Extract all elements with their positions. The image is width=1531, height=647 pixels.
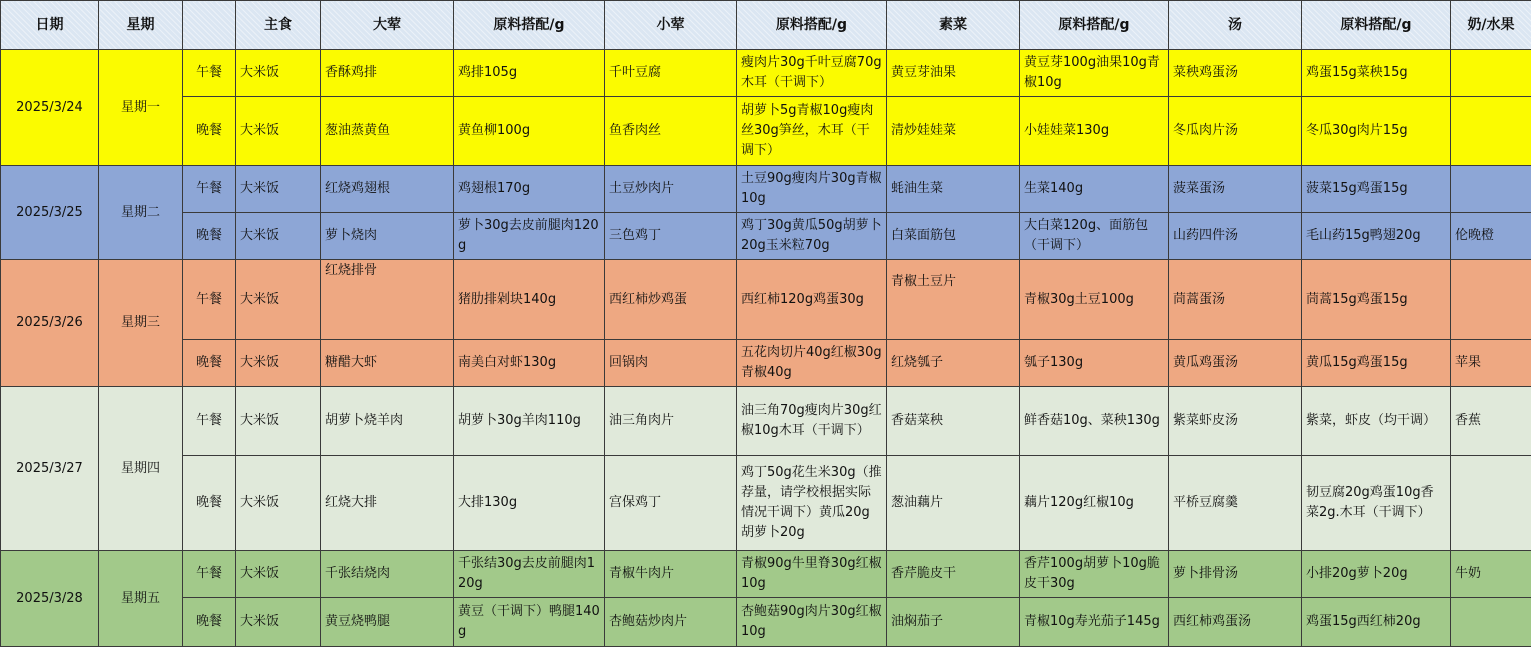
side-dish-cell: 油三角肉片 bbox=[605, 387, 737, 456]
vegetable-ingredients-cell: 青椒30g土豆100g bbox=[1020, 260, 1169, 340]
table-row bbox=[1, 598, 1531, 647]
header-main-dish: 大荤 bbox=[321, 1, 454, 50]
vegetable-ingredients-cell: 小娃娃菜130g bbox=[1020, 97, 1169, 166]
milk-fruit-cell: 牛奶 bbox=[1451, 551, 1531, 598]
soup-cell: 山药四件汤 bbox=[1169, 213, 1302, 260]
side-ingredients-cell: 五花肉切片40g红椒30g青椒40g bbox=[737, 340, 887, 387]
main-ingredients-cell: 黄鱼柳100g bbox=[454, 97, 605, 166]
table-row bbox=[1, 213, 1531, 260]
header-meal bbox=[183, 1, 236, 50]
soup-ingredients-cell: 冬瓜30g肉片15g bbox=[1302, 97, 1451, 166]
soup-cell: 冬瓜肉片汤 bbox=[1169, 97, 1302, 166]
weekday-cell: 星期五 bbox=[99, 551, 183, 647]
main-ingredients-cell: 黄豆（干调下）鸭腿140g bbox=[454, 598, 605, 647]
meal-cell: 晚餐 bbox=[183, 213, 236, 260]
date-cell: 2025/3/28 bbox=[1, 551, 99, 647]
header-date: 日期 bbox=[1, 1, 99, 50]
milk-fruit-cell bbox=[1451, 260, 1531, 340]
milk-fruit-cell bbox=[1451, 97, 1531, 166]
side-ingredients-cell: 胡萝卜5g青椒10g瘦肉丝30g笋丝，木耳（干调下） bbox=[737, 97, 887, 166]
vegetable-cell: 油焖茄子 bbox=[887, 598, 1020, 647]
staple-cell: 大米饭 bbox=[236, 387, 321, 456]
meal-cell: 午餐 bbox=[183, 50, 236, 97]
main-dish-cell: 红烧排骨 bbox=[321, 260, 454, 340]
side-dish-cell: 千叶豆腐 bbox=[605, 50, 737, 97]
vegetable-ingredients-cell: 藕片120g红椒10g bbox=[1020, 456, 1169, 551]
soup-ingredients-cell: 鸡蛋15g菜秧15g bbox=[1302, 50, 1451, 97]
side-dish-cell: 土豆炒肉片 bbox=[605, 166, 737, 213]
vegetable-ingredients-cell: 瓠子130g bbox=[1020, 340, 1169, 387]
vegetable-cell: 白菜面筋包 bbox=[887, 213, 1020, 260]
milk-fruit-cell: 香蕉 bbox=[1451, 387, 1531, 456]
vegetable-ingredients-cell: 黄豆芽100g油果10g青椒10g bbox=[1020, 50, 1169, 97]
main-dish-cell: 葱油蒸黄鱼 bbox=[321, 97, 454, 166]
soup-cell: 菜秧鸡蛋汤 bbox=[1169, 50, 1302, 97]
soup-ingredients-cell: 韧豆腐20g鸡蛋10g香菜2g.木耳（干调下） bbox=[1302, 456, 1451, 551]
milk-fruit-cell: 伦晚橙 bbox=[1451, 213, 1531, 260]
meal-cell: 晚餐 bbox=[183, 456, 236, 551]
main-ingredients-cell: 鸡排105g bbox=[454, 50, 605, 97]
soup-cell: 黄瓜鸡蛋汤 bbox=[1169, 340, 1302, 387]
side-ingredients-cell: 鸡丁50g花生米30g（推荐量，请学校根据实际情况干调下）黄瓜20g胡萝卜20g bbox=[737, 456, 887, 551]
side-dish-cell: 青椒牛肉片 bbox=[605, 551, 737, 598]
side-dish-cell: 杏鲍菇炒肉片 bbox=[605, 598, 737, 647]
date-cell: 2025/3/27 bbox=[1, 387, 99, 551]
header-staple: 主食 bbox=[236, 1, 321, 50]
side-dish-cell: 西红柿炒鸡蛋 bbox=[605, 260, 737, 340]
date-cell: 2025/3/26 bbox=[1, 260, 99, 387]
side-dish-cell: 回锅肉 bbox=[605, 340, 737, 387]
vegetable-cell: 清炒娃娃菜 bbox=[887, 97, 1020, 166]
staple-cell: 大米饭 bbox=[236, 551, 321, 598]
staple-cell: 大米饭 bbox=[236, 340, 321, 387]
staple-cell: 大米饭 bbox=[236, 598, 321, 647]
main-ingredients-cell: 鸡翅根170g bbox=[454, 166, 605, 213]
milk-fruit-cell bbox=[1451, 166, 1531, 213]
vegetable-ingredients-cell: 鲜香菇10g、菜秧130g bbox=[1020, 387, 1169, 456]
soup-ingredients-cell: 黄瓜15g鸡蛋15g bbox=[1302, 340, 1451, 387]
soup-cell: 平桥豆腐羹 bbox=[1169, 456, 1302, 551]
vegetable-cell: 青椒土豆片 bbox=[887, 260, 1020, 340]
table-row bbox=[1, 166, 1531, 213]
main-ingredients-cell: 大排130g bbox=[454, 456, 605, 551]
main-dish-cell: 胡萝卜烧羊肉 bbox=[321, 387, 454, 456]
main-dish-cell: 萝卜烧肉 bbox=[321, 213, 454, 260]
side-dish-cell: 宫保鸡丁 bbox=[605, 456, 737, 551]
header-milk-fruit: 奶/水果 bbox=[1451, 1, 1531, 50]
main-dish-cell: 红烧鸡翅根 bbox=[321, 166, 454, 213]
header-soup: 汤 bbox=[1169, 1, 1302, 50]
vegetable-ingredients-cell: 香芹100g胡萝卜10g脆皮干30g bbox=[1020, 551, 1169, 598]
staple-cell: 大米饭 bbox=[236, 456, 321, 551]
main-ingredients-cell: 千张结30g去皮前腿肉120g bbox=[454, 551, 605, 598]
staple-cell: 大米饭 bbox=[236, 260, 321, 340]
header-row bbox=[1, 1, 1531, 50]
side-ingredients-cell: 油三角70g瘦肉片30g红椒10g木耳（干调下） bbox=[737, 387, 887, 456]
side-dish-cell: 鱼香肉丝 bbox=[605, 97, 737, 166]
table-row bbox=[1, 387, 1531, 456]
date-cell: 2025/3/25 bbox=[1, 166, 99, 260]
staple-cell: 大米饭 bbox=[236, 213, 321, 260]
table-row bbox=[1, 260, 1531, 340]
soup-ingredients-cell: 紫菜，虾皮（均干调） bbox=[1302, 387, 1451, 456]
vegetable-cell: 黄豆芽油果 bbox=[887, 50, 1020, 97]
header-side-ingredients: 原料搭配/g bbox=[737, 1, 887, 50]
table-row bbox=[1, 456, 1531, 551]
main-ingredients-cell: 萝卜30g去皮前腿肉120g bbox=[454, 213, 605, 260]
soup-ingredients-cell: 鸡蛋15g西红柿20g bbox=[1302, 598, 1451, 647]
weekday-cell: 星期一 bbox=[99, 50, 183, 166]
main-ingredients-cell: 猪肋排剁块140g bbox=[454, 260, 605, 340]
milk-fruit-cell: 苹果 bbox=[1451, 340, 1531, 387]
header-soup-ingredients: 原料搭配/g bbox=[1302, 1, 1451, 50]
staple-cell: 大米饭 bbox=[236, 97, 321, 166]
date-cell: 2025/3/24 bbox=[1, 50, 99, 166]
main-dish-cell: 黄豆烧鸭腿 bbox=[321, 598, 454, 647]
soup-ingredients-cell: 茼蒿15g鸡蛋15g bbox=[1302, 260, 1451, 340]
vegetable-ingredients-cell: 青椒10g寿光茄子145g bbox=[1020, 598, 1169, 647]
header-main-ingredients: 原料搭配/g bbox=[454, 1, 605, 50]
vegetable-cell: 红烧瓠子 bbox=[887, 340, 1020, 387]
side-ingredients-cell: 西红柿120g鸡蛋30g bbox=[737, 260, 887, 340]
soup-cell: 西红柿鸡蛋汤 bbox=[1169, 598, 1302, 647]
side-ingredients-cell: 鸡丁30g黄瓜50g胡萝卜20g玉米粒70g bbox=[737, 213, 887, 260]
soup-cell: 茼蒿蛋汤 bbox=[1169, 260, 1302, 340]
soup-cell: 紫菜虾皮汤 bbox=[1169, 387, 1302, 456]
table-row bbox=[1, 551, 1531, 598]
main-ingredients-cell: 胡萝卜30g羊肉110g bbox=[454, 387, 605, 456]
main-dish-cell: 香酥鸡排 bbox=[321, 50, 454, 97]
staple-cell: 大米饭 bbox=[236, 166, 321, 213]
main-dish-cell: 千张结烧肉 bbox=[321, 551, 454, 598]
meal-cell: 晚餐 bbox=[183, 340, 236, 387]
meal-cell: 午餐 bbox=[183, 166, 236, 213]
side-ingredients-cell: 青椒90g牛里脊30g红椒10g bbox=[737, 551, 887, 598]
vegetable-cell: 蚝油生菜 bbox=[887, 166, 1020, 213]
milk-fruit-cell bbox=[1451, 50, 1531, 97]
header-side-dish: 小荤 bbox=[605, 1, 737, 50]
side-ingredients-cell: 土豆90g瘦肉片30g青椒10g bbox=[737, 166, 887, 213]
side-ingredients-cell: 杏鲍菇90g肉片30g红椒10g bbox=[737, 598, 887, 647]
vegetable-ingredients-cell: 生菜140g bbox=[1020, 166, 1169, 213]
meal-cell: 晚餐 bbox=[183, 598, 236, 647]
soup-ingredients-cell: 菠菜15g鸡蛋15g bbox=[1302, 166, 1451, 213]
side-dish-cell: 三色鸡丁 bbox=[605, 213, 737, 260]
weekday-cell: 星期四 bbox=[99, 387, 183, 551]
table-row bbox=[1, 97, 1531, 166]
soup-cell: 菠菜蛋汤 bbox=[1169, 166, 1302, 213]
header-weekday: 星期 bbox=[99, 1, 183, 50]
meal-cell: 午餐 bbox=[183, 387, 236, 456]
header-vegetable: 素菜 bbox=[887, 1, 1020, 50]
meal-cell: 午餐 bbox=[183, 260, 236, 340]
header-vegetable-ingredients: 原料搭配/g bbox=[1020, 1, 1169, 50]
vegetable-cell: 香菇菜秧 bbox=[887, 387, 1020, 456]
soup-ingredients-cell: 毛山药15g鸭翅20g bbox=[1302, 213, 1451, 260]
meal-cell: 晚餐 bbox=[183, 97, 236, 166]
soup-cell: 萝卜排骨汤 bbox=[1169, 551, 1302, 598]
table-row bbox=[1, 340, 1531, 387]
main-dish-cell: 糖醋大虾 bbox=[321, 340, 454, 387]
meal-cell: 午餐 bbox=[183, 551, 236, 598]
soup-ingredients-cell: 小排20g萝卜20g bbox=[1302, 551, 1451, 598]
side-ingredients-cell: 瘦肉片30g千叶豆腐70g木耳（干调下） bbox=[737, 50, 887, 97]
milk-fruit-cell bbox=[1451, 456, 1531, 551]
main-ingredients-cell: 南美白对虾130g bbox=[454, 340, 605, 387]
vegetable-cell: 香芹脆皮干 bbox=[887, 551, 1020, 598]
table-row bbox=[1, 50, 1531, 97]
vegetable-cell: 葱油藕片 bbox=[887, 456, 1020, 551]
milk-fruit-cell bbox=[1451, 598, 1531, 647]
staple-cell: 大米饭 bbox=[236, 50, 321, 97]
weekday-cell: 星期三 bbox=[99, 260, 183, 387]
main-dish-cell: 红烧大排 bbox=[321, 456, 454, 551]
vegetable-ingredients-cell: 大白菜120g、面筋包（干调下） bbox=[1020, 213, 1169, 260]
weekday-cell: 星期二 bbox=[99, 166, 183, 260]
